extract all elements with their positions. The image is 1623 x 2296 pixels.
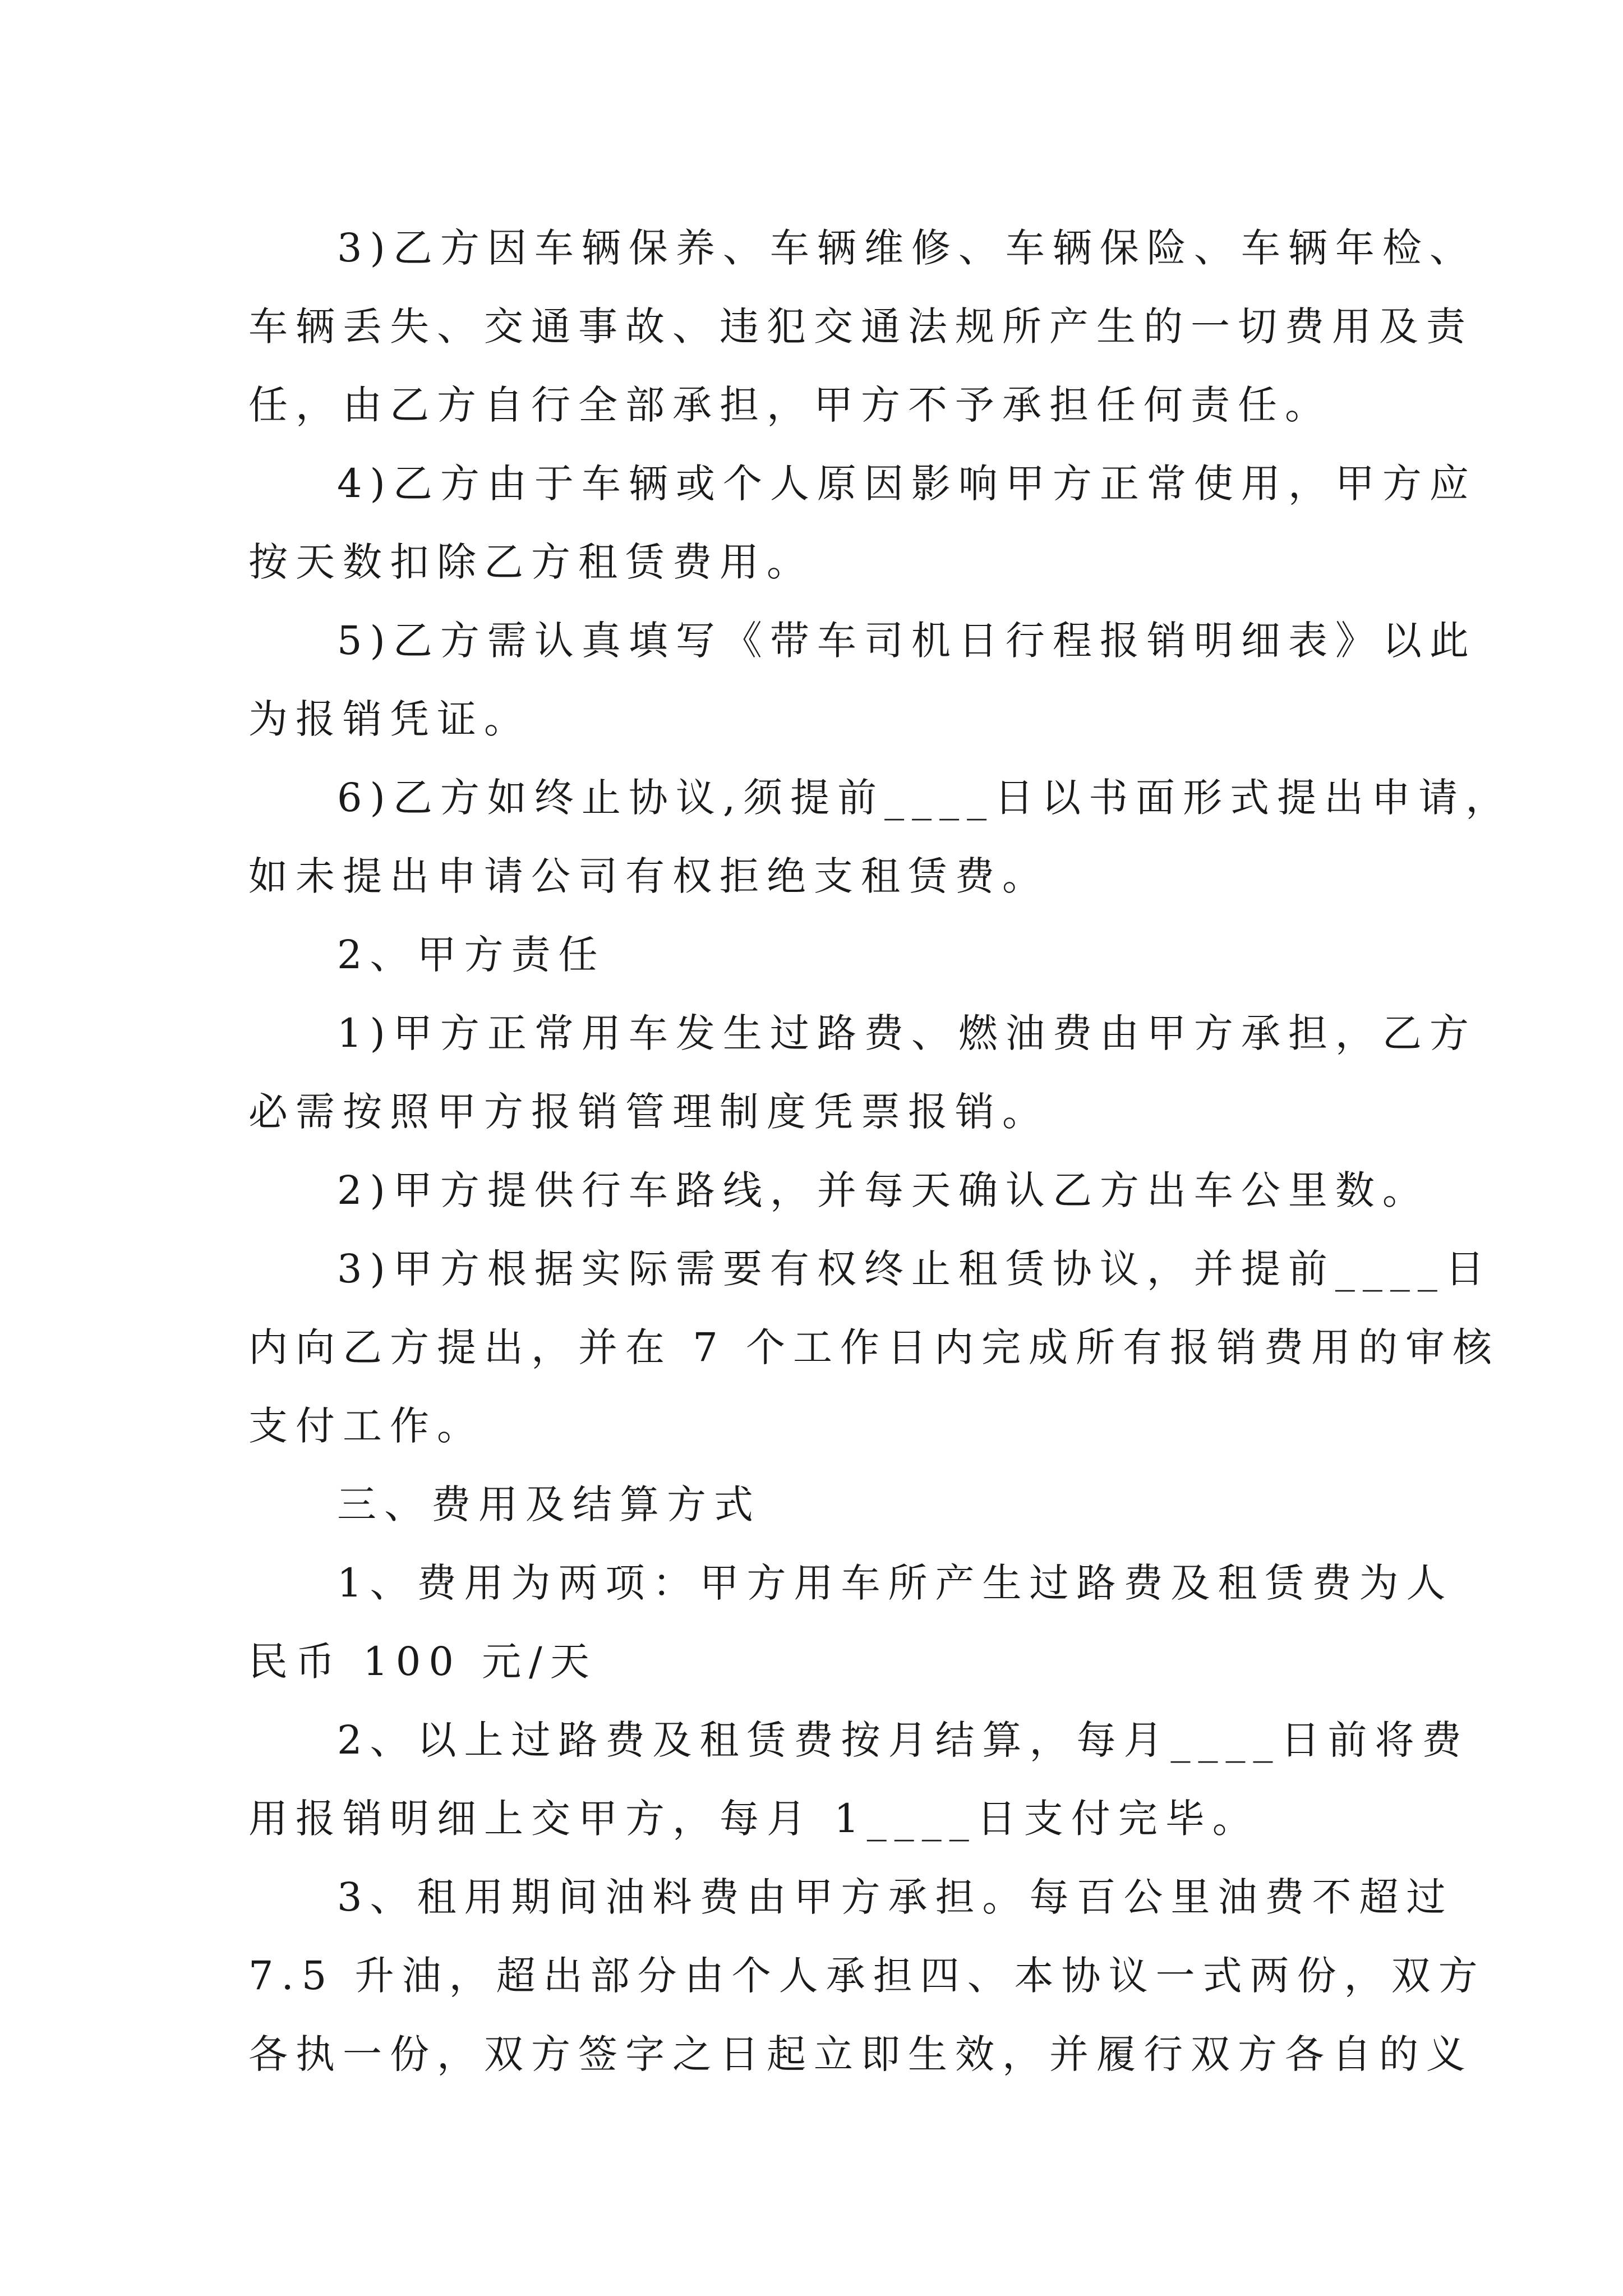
- text-line: 1)甲方正常用车发生过路费、燃油费由甲方承担，乙方: [337, 1010, 1477, 1056]
- text-line: 车辆丢失、交通事故、违犯交通法规所产生的一切费用及责: [248, 303, 1473, 349]
- text-line: 支付工作。: [248, 1403, 484, 1449]
- text-line: 6)乙方如终止协议,须提前____日以书面形式提出申请，: [337, 775, 1513, 821]
- text-line: 3)乙方因车辆保养、车辆维修、车辆保险、车辆年检、: [337, 225, 1477, 271]
- text-line: 2、以上过路费及租赁费按月结算，每月____日前将费: [337, 1717, 1469, 1763]
- text-line: 3)甲方根据实际需要有权终止租赁协议，并提前____日: [337, 1246, 1492, 1292]
- text-line: 民币 100 元/天: [248, 1639, 597, 1685]
- text-line: 3、租用期间油料费由甲方承担。每百公里油费不超过: [337, 1874, 1454, 1920]
- text-line: 5)乙方需认真填写《带车司机日行程报销明细表》以此: [337, 618, 1477, 664]
- text-line: 任，由乙方自行全部承担，甲方不予承担任何责任。: [248, 382, 1332, 428]
- text-line: 7.5 升油，超出部分由个人承担四、本协议一式两份，双方: [248, 1953, 1486, 1999]
- text-line: 内向乙方提出，并在 7 个工作日内完成所有报销费用的审核: [248, 1324, 1500, 1370]
- text-line: 用报销明细上交甲方，每月 1____日支付完毕。: [248, 1796, 1260, 1842]
- text-line: 必需按照甲方报销管理制度凭票报销。: [248, 1089, 1049, 1135]
- text-line: 2)甲方提供行车路线，并每天确认乙方出车公里数。: [337, 1167, 1430, 1213]
- text-line: 如未提出申请公司有权拒绝支租赁费。: [248, 853, 1049, 899]
- text-line: 各执一份，双方签字之日起立即生效，并履行双方各自的义: [248, 2031, 1473, 2077]
- section-heading: 2、甲方责任: [337, 932, 606, 978]
- text-line: 4)乙方由于车辆或个人原因影响甲方正常使用，甲方应: [337, 461, 1477, 507]
- section-heading: 三、费用及结算方式: [337, 1481, 761, 1527]
- text-line: 为报销凭证。: [248, 696, 531, 742]
- text-line: 按天数扣除乙方租赁费用。: [248, 539, 814, 585]
- text-line: 1、费用为两项：甲方用车所产生过路费及租赁费为人: [337, 1560, 1454, 1606]
